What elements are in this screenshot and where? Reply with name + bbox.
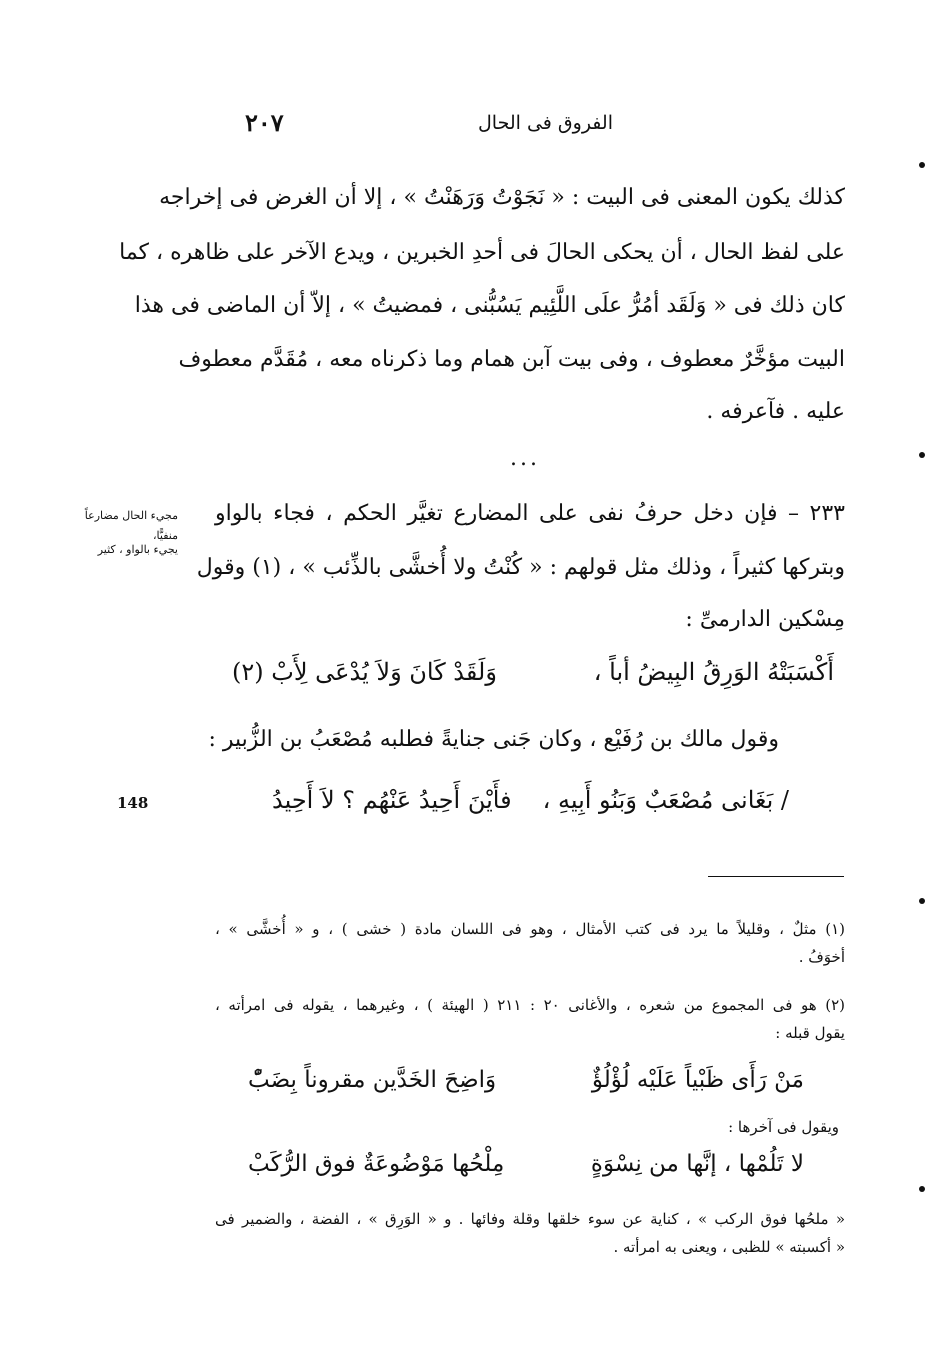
footnote-verse-b-intro: ويقول فى آخرها :	[728, 1118, 839, 1136]
footnote-rule	[708, 876, 844, 877]
chapter-title: الفروق فى الحال	[477, 112, 613, 134]
footnote-verse-b-first-half: لا تَلُمْها ، إنَّها من نِسْوَةٍ	[590, 1151, 804, 1177]
verse-2-intro: وقول مالك بن رُفَيْع ، وكان جَنى جنايةً فطلبه مُصْعَبُ بن الزُّبير :	[208, 727, 779, 752]
text-line: على لفظ الحال ، أن يحكى الحالَ فى أحدِ الخبرين ، ويدع الآخر على ظاهره ، كما	[119, 240, 845, 265]
footnote-gloss-line: « أكسبته » للظبى ، ويعنى به امرأته .	[613, 1238, 845, 1256]
text-line: كان ذلك فى « وَلَقَد أمُرُّ علَى اللَّئِيم يَسُبُّنى ، فمضيتُ » ، إلاّ أن الماضى فى هذا	[134, 293, 845, 318]
scan-edge-mark	[919, 1186, 925, 1192]
footnote-2-line: يقول قبله :	[775, 1024, 845, 1042]
scan-edge-mark	[919, 162, 925, 168]
footnote-verse-a-first-half: مَنْ رَأَى ظَبْياً عَلَيْه لُؤْلُؤٌ	[591, 1067, 804, 1093]
text-line: البيت مؤخَّرٌ معطوف ، وفى بيت آبن همام وما ذكرناه معه ، مُقَدَّم معطوف	[178, 347, 845, 372]
footnote-verse-a-second-half: وَاضِحَ الخَدَّين مقروناً بِضَبّْ	[248, 1067, 497, 1093]
scan-edge-mark	[919, 452, 925, 458]
printed-page-number: 148	[117, 794, 149, 812]
text-line: ٢٣٣ – فإن دخل حرفُ نفى على المضارع تغيَّر الحكم ، فجاء بالواو	[215, 501, 845, 526]
text-line: عليه . فآعرفه .	[706, 399, 845, 424]
footnote-2-line: (٢) هو فى المجموع من شعره ، والأغانى ٢٠ : ٢١١ ( الهيئة ) ، وغيرهما ، يقوله فى امرأته ،	[215, 996, 846, 1014]
scan-edge-mark	[919, 898, 925, 904]
verse-2-second-half: فأَيْنَ أَحِيدُ عَنْهُم ؟ لاَ أَحِيدُ	[272, 786, 512, 814]
footnote-1-line: (١) مثلٌ ، وقليلاً ما يرد فى كتب الأمثال ، وهو فى اللسان مادة ( خشى ) ، و « أُخشَّى » ،	[215, 920, 845, 938]
margin-note-line: يجيء بالواو ، كثير	[97, 543, 178, 556]
running-header	[215, 108, 845, 148]
verse-1-second-half: وَلَقَدْ كَانَ وَلاَ يُدْعَى لِأَبْ (٢)	[232, 658, 497, 686]
text-line: وبتركها كثيراً ، وذلك مثل قولهم : « كُنْتُ ولا أُخشَّى بالذِّئب » ، (١) وقول	[196, 555, 845, 580]
footnote-verse-b-second-half: مِلْحُها مَوْضُوعَةٌ فوق الرُّكَبْ	[248, 1151, 505, 1177]
text-line: مِسْكين الدارمىِّ :	[685, 607, 845, 632]
verse-2-first-half: / بَغَانى مُصْعَبٌ وَبَنُو أَبِيهِ ،	[542, 786, 789, 814]
footnote-gloss-line: « ملحُها فوق الركب » ، كناية عن سوء خلقها وقلة وفائها . و « الوَرِق » ، الفضة ، والضمير فى	[215, 1210, 845, 1228]
section-separator: ...	[510, 446, 540, 471]
page-number: ٢٠٧	[245, 108, 284, 137]
verse-1-first-half: أَكْسَبَتْهُ الوَرِقُ البِيضُ أباً ،	[593, 658, 834, 686]
margin-note-line: مجيء الحال مضارعاً منفيًّا،	[84, 509, 178, 542]
text-line: كذلك يكون المعنى فى البيت : « نَجَوْتُ وَرَهَنْتُ » ، إلا أن الغرض فى إخراجه	[159, 185, 845, 210]
footnote-1-line: أخوَفُ .	[798, 948, 845, 966]
